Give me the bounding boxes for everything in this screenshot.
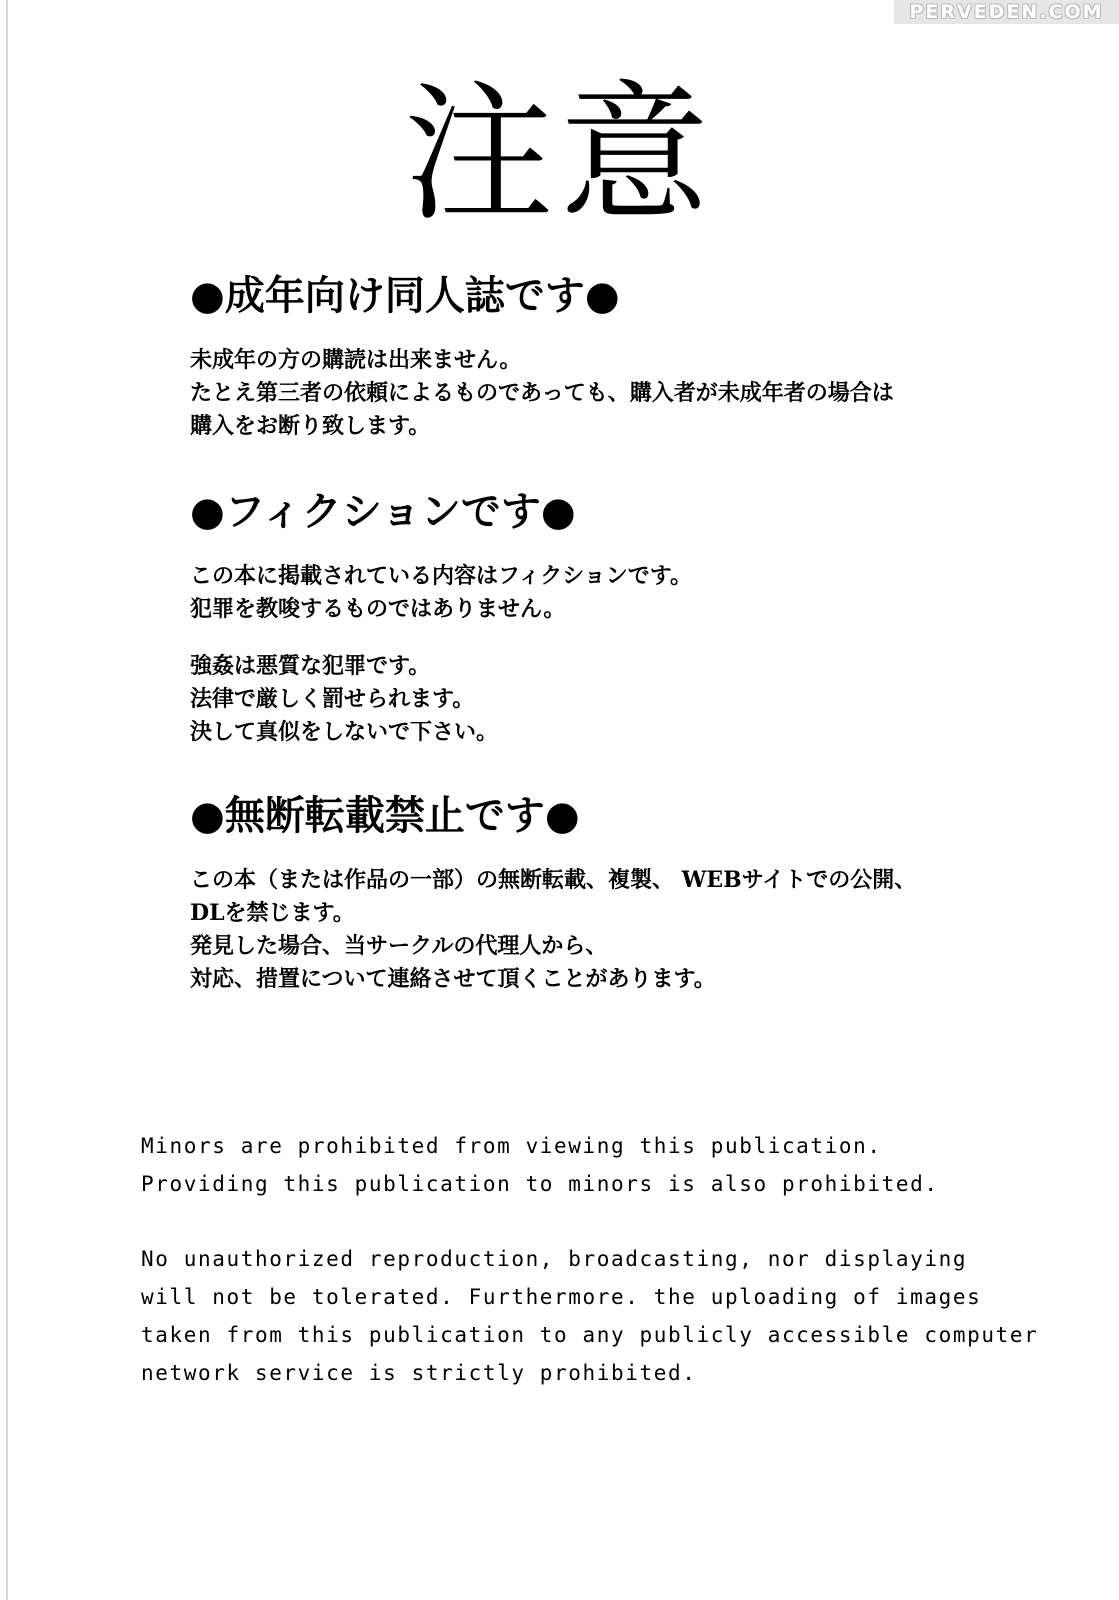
body-line: 法律で厳しく罰せられます。 <box>190 686 475 712</box>
body-line: 強姦は悪質な犯罪です。 <box>190 653 431 679</box>
body-line: DLを禁じます。 <box>190 900 355 926</box>
body-line: この本に掲載されている内容はフィクションです。 <box>190 563 693 589</box>
english-line: will not be tolerated. Furthermore. the uploading of images <box>141 1285 982 1309</box>
section-body-fiction <box>190 560 1070 626</box>
english-line: Providing this publication to minors is also prohibited. <box>141 1172 939 1196</box>
section-heading-no-reprint: ●無断転載禁止です● <box>190 793 580 839</box>
english-notice-minors <box>141 1127 1041 1203</box>
section-body-no-reprint <box>190 864 1070 996</box>
body-line: この本（または作品の一部）の無断転載、複製、 WEBサイトでの公開、 <box>190 867 917 893</box>
english-line: Minors are prohibited from viewing this publication. <box>141 1134 882 1158</box>
body-line: 購入をお断り致します。 <box>190 413 431 439</box>
section-body-adult <box>190 344 1070 443</box>
section-heading-fiction: ●フィクションです● <box>190 489 576 535</box>
english-line: taken from this publication to any publicly accessible computer <box>141 1323 1039 1347</box>
section-body-fiction-warning <box>190 650 1070 749</box>
english-line: network service is strictly prohibited. <box>141 1361 697 1385</box>
body-line: 対応、措置について連絡させて頂くことがあります。 <box>190 966 716 992</box>
body-line: 決して真似をしないで下さい。 <box>190 719 499 745</box>
body-line: 犯罪を教唆するものではありません。 <box>190 596 566 622</box>
body-line: 未成年の方の購読は出来ません。 <box>190 347 522 373</box>
english-line: No unauthorized reproduction, broadcasting, nor displaying <box>141 1247 968 1271</box>
english-notice-reproduction <box>141 1240 1041 1392</box>
section-heading-adult: ●成年向け同人誌です● <box>190 273 620 319</box>
site-watermark: PERVEDEN.COM <box>894 0 1119 24</box>
page-edge-line <box>6 0 8 1600</box>
body-line: 発見した場合、当サークルの代理人から、 <box>190 933 608 959</box>
body-line: たとえ第三者の依頼によるものであっても、購入者が未成年者の場合は <box>190 380 894 406</box>
page-title: 注意 <box>403 68 716 242</box>
